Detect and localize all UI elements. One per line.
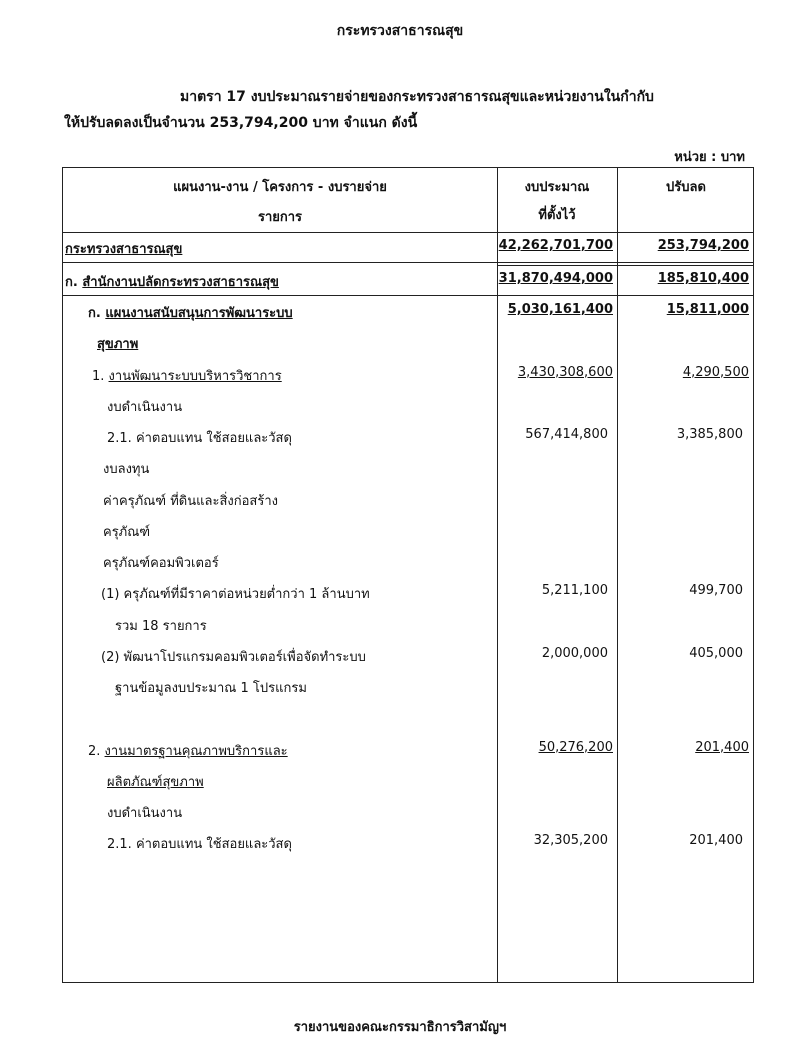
table-row (63, 827, 753, 858)
table-row (63, 577, 753, 608)
table-row (63, 609, 753, 640)
budget-value: 42,262,701,700 (498, 238, 613, 253)
intro-line-2: ให้ปรับลดลงเป็นจำนวน 253,794,200 บาท จำแนก ดังนี้ (64, 115, 418, 131)
row-text: รวม 18 รายการ (115, 618, 207, 634)
row-text: สำนักงานปลัดกระทรวงสาธารณสุข (82, 275, 279, 290)
table-row (63, 421, 753, 452)
row-prefix: 2. (88, 743, 105, 759)
budget-value: 50,276,200 (538, 739, 613, 755)
row-text: งบดำเนินงาน (107, 806, 183, 821)
row-label (65, 238, 182, 259)
cut-value: 15,811,000 (666, 302, 749, 317)
row-label (115, 677, 307, 698)
table-row (63, 390, 753, 421)
table-row (63, 702, 753, 733)
cut-value: 253,794,200 (657, 238, 749, 253)
cut-value: 201,400 (689, 833, 743, 849)
table-row (63, 734, 753, 765)
header-cut: ปรับลด (666, 180, 706, 195)
row-prefix: 1. (92, 368, 109, 384)
row-label (107, 771, 204, 792)
row-label (103, 521, 150, 542)
cut-value: 185,810,400 (657, 271, 749, 286)
table-row (63, 359, 753, 390)
row-text: งบลงทุน (103, 462, 150, 478)
row-text: ครุภัณฑ์คอมพิวเตอร์ (103, 556, 219, 571)
table-row (63, 640, 753, 671)
cut-value: 405,000 (689, 645, 743, 661)
row-text: 2.1. ค่าตอบแทน ใช้สอยและวัสดุ (107, 837, 292, 853)
table-row (63, 327, 753, 358)
unit-label: หน่วย : บาท (674, 150, 745, 165)
table-row (63, 484, 753, 515)
row-prefix: ก. (65, 275, 83, 290)
row-label (65, 271, 279, 292)
ministry-title: กระทรวงสาธารณสุข (336, 23, 464, 39)
table-row (63, 796, 753, 827)
table-row (63, 515, 753, 546)
cut-value: 201,400 (695, 739, 749, 755)
budget-value: 5,030,161,400 (507, 302, 613, 317)
header-item: รายการ (257, 210, 303, 225)
row-prefix: ก. (88, 306, 106, 321)
table-row (63, 296, 753, 327)
row-label (103, 458, 149, 479)
row-label (107, 396, 182, 417)
row-text: แผนงานสนับสนุนการพัฒนาระบบ (105, 306, 293, 321)
row-text: ฐานข้อมูลงบประมาณ 1 โปรแกรม (115, 681, 307, 696)
header-plan: แผนงาน-งาน / โครงการ - งบรายจ่าย (173, 180, 387, 195)
row-text: ครุภัณฑ์ (103, 524, 151, 540)
row-label (103, 490, 278, 511)
row-text: สุขภาพ (97, 337, 139, 353)
row-label (115, 615, 207, 636)
row-text: ค่าครุภัณฑ์ ที่ดินและสิ่งก่อสร้าง (103, 493, 278, 509)
budget-value: 5,211,100 (541, 583, 608, 599)
row-label (88, 302, 293, 323)
table-row (63, 232, 753, 263)
row-text: (2) พัฒนาโปรแกรมคอมพิวเตอร์เพื่อจัดทำระบบ (101, 649, 366, 665)
row-text: (1) ครุภัณฑ์ที่มีราคาต่อหน่วยต่ำกว่า 1 ล้านบาท (101, 587, 370, 603)
budget-value: 32,305,200 (533, 833, 608, 849)
row-text: กระทรวงสาธารณสุข (65, 242, 183, 257)
row-text: 2.1. ค่าตอบแทน ใช้สอยและวัสดุ (107, 431, 292, 446)
cut-value: 4,290,500 (682, 364, 749, 380)
row-label (97, 333, 138, 354)
row-label (88, 740, 288, 761)
header-budget: งบประมาณ (524, 180, 590, 195)
budget-value: 3,430,308,600 (517, 364, 613, 380)
budget-value: 31,870,494,000 (498, 271, 613, 286)
row-label (101, 646, 366, 667)
cut-value: 499,700 (689, 583, 743, 599)
table-row (63, 265, 753, 296)
budget-value: 567,414,800 (525, 427, 608, 442)
row-label (107, 802, 182, 823)
footer-text: รายงานของคณะกรรมาธิการวิสามัญฯ (293, 1020, 507, 1035)
row-label (92, 365, 282, 386)
table-row (63, 452, 753, 483)
row-label (103, 552, 219, 573)
table-row (63, 671, 753, 702)
row-text: ผลิตภัณฑ์สุขภาพ (107, 774, 204, 790)
intro-line-1: มาตรา 17 งบประมาณรายจ่ายของกระทรวงสาธารณสุขและหน่วยงานในกำกับ (180, 89, 654, 105)
row-text: งบดำเนินงาน (107, 399, 183, 415)
table-row (63, 765, 753, 796)
budget-table (62, 167, 754, 983)
row-text: งานมาตรฐานคุณภาพบริการและ (104, 743, 288, 759)
budget-value: 2,000,000 (541, 645, 608, 661)
row-label (107, 833, 292, 854)
cut-value: 3,385,800 (676, 427, 743, 442)
row-text: งานพัฒนาระบบบริหารวิชาการ (108, 368, 282, 384)
row-label (101, 583, 370, 604)
header-budget-sub: ที่ตั้งไว้ (538, 208, 576, 223)
row-label (107, 427, 292, 448)
table-row (63, 546, 753, 577)
